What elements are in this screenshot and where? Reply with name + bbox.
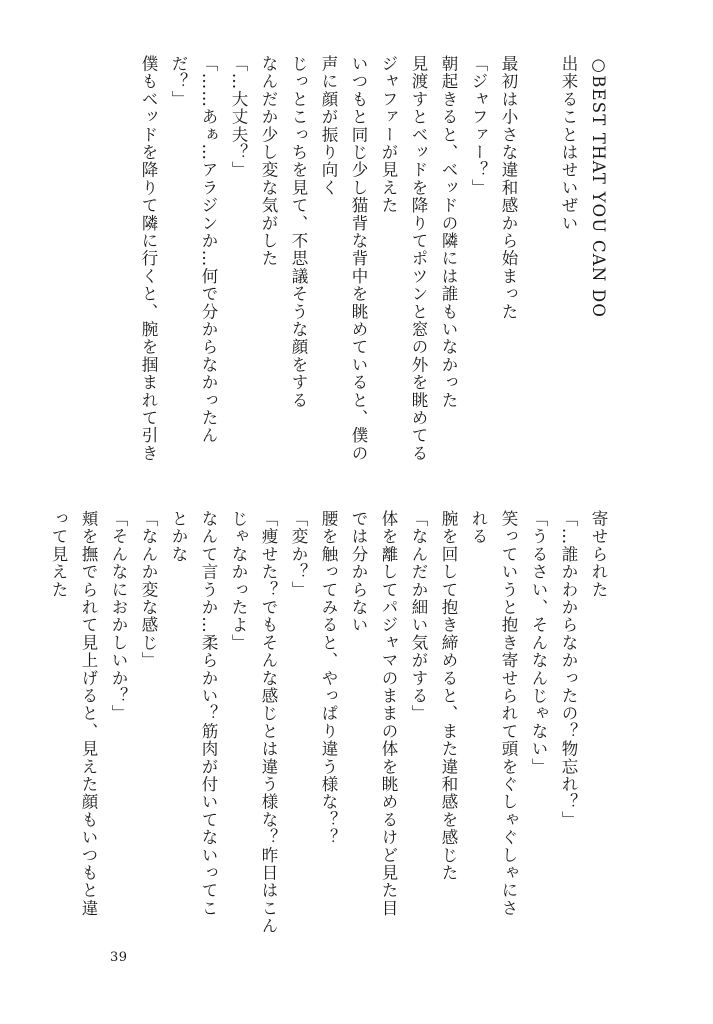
text-line: 頬を撫でられて見上げると、見えた顔もいつもと違	[79, 510, 98, 918]
text-line: 「なんだか細い気がする」	[409, 510, 428, 723]
text-line: じゃなかったよ」	[229, 510, 248, 652]
upper-text-block	[133, 55, 613, 465]
text-line: 朝起きると、ベッドの隣には誰もいなかった	[439, 55, 458, 409]
text-line: 「なんか変な感じ」	[139, 510, 158, 670]
text-line: 声に顔が振り向く	[319, 55, 338, 197]
text-line: なんだか少し変な気がした	[259, 55, 278, 268]
text-line: 最初は小さな違和感から始まった	[499, 55, 518, 321]
text-line: 「…誰かわからなかったの？物忘れ？」	[559, 510, 578, 829]
text-line: 僕もベッドを降りて隣に行くと、腕を掴まれて引き	[139, 55, 158, 463]
text-line: 笑っていうと抱き寄せられて頭をぐしゃぐしゃにさ	[499, 510, 518, 918]
text-line: 「ジャファー？」	[469, 55, 488, 197]
text-line: では分からない	[349, 510, 368, 634]
text-line: 「痩せた？でもそんな感じとは違う様な？昨日はこん	[259, 510, 278, 935]
text-line: 腕を回して抱き締めると、また違和感を感じた	[439, 510, 458, 882]
text-line: だ？」	[169, 55, 188, 109]
text-line: 体を離してパジャマのままの体を眺めるけど見た目	[379, 510, 398, 918]
text-line: ジャファーが見えた	[379, 55, 398, 215]
text-line: じっとこっちを見て、不思議そうな顔をする	[289, 55, 308, 409]
text-line: 腰を触ってみると、やっぱり違う様な？？	[319, 510, 338, 847]
text-line: なんて言うか…柔らかい？筋肉が付いてないってこ	[199, 510, 218, 918]
text-line: れる	[469, 510, 488, 546]
text-line: 寄せられた	[589, 510, 608, 599]
text-line: 「……あぁ…アラジンか…何で分からなかったん	[199, 55, 218, 445]
chapter-title: ○BEST THAT YOU CAN DO	[589, 55, 608, 319]
paragraph-gap	[523, 55, 553, 465]
text-line: 見渡すとベッドを降りてポツンと窓の外を眺めてる	[409, 55, 428, 463]
text-line: 「うるさい、そんなんじゃない」	[529, 510, 548, 776]
page-number: 39	[110, 950, 128, 965]
text-line: 「そんなにおかしいか？」	[109, 510, 128, 723]
chapter-subtitle: 出来ることはせいぜい	[559, 55, 578, 232]
text-line: って見えた	[49, 510, 68, 599]
text-line: 「変か？」	[289, 510, 308, 599]
lower-text-block	[43, 510, 613, 950]
text-line: いつもと同じ少し猫背な背中を眺めていると、僕の	[349, 55, 368, 463]
text-line: 「…大丈夫？」	[229, 55, 248, 179]
text-line: とかな	[169, 510, 188, 564]
